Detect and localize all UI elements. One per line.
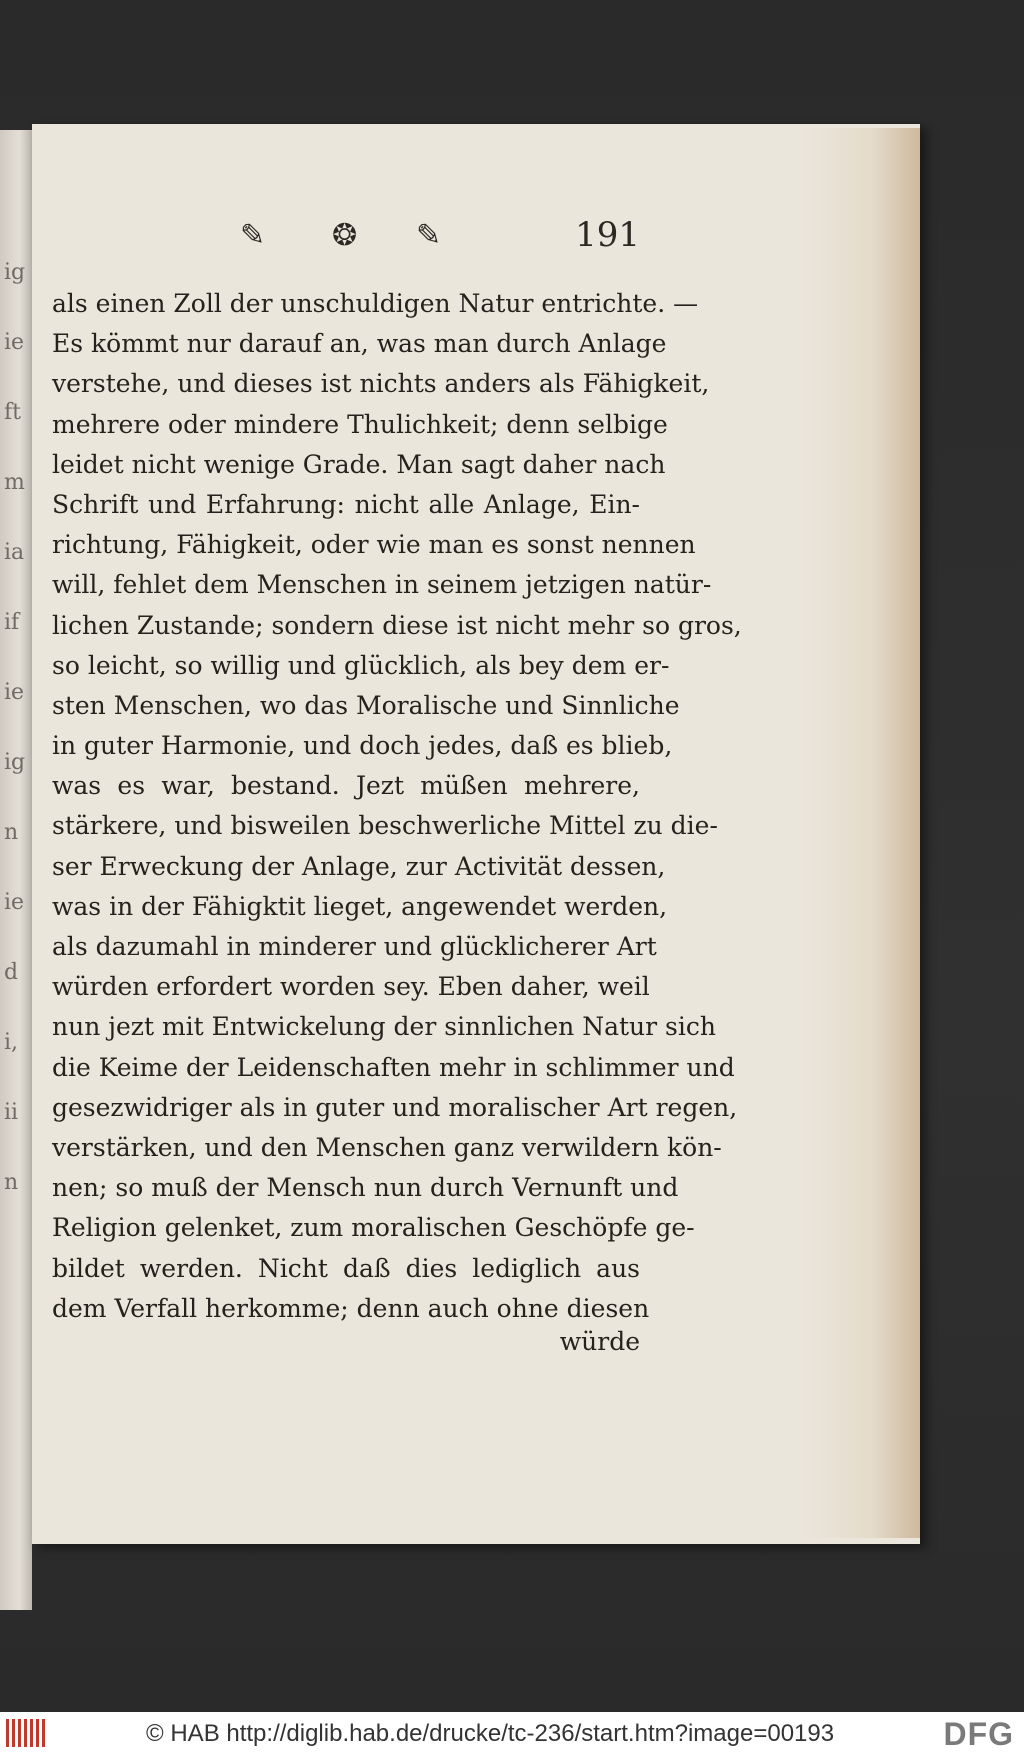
dfg-logo: DFG xyxy=(943,1716,1014,1752)
text-line: was es war, bestand. Jezt müßen mehrere, xyxy=(52,771,640,801)
text-line: die Keime der Leidenschaften mehr in schlimmer und xyxy=(52,1052,735,1082)
page-number: 191 xyxy=(575,215,640,255)
text-line: Es kömmt nur darauf an, was man durch Anlage xyxy=(52,329,667,359)
text-line: ser Erweckung der Anlage, zur Activität dessen, xyxy=(52,851,666,881)
text-line: als dazumahl in minderer und glücklicherer Art xyxy=(52,932,657,961)
page-header xyxy=(220,215,640,265)
text-line: als einen Zoll der unschuldigen Natur entrichte. — xyxy=(52,289,699,318)
text-line: lichen Zustande; sondern diese ist nicht mehr so gros, xyxy=(52,610,742,640)
text-line: will, fehlet dem Menschen in seinem jetzigen natür- xyxy=(52,570,712,600)
text-line: gesezwidriger als in guter und moralischer Art regen, xyxy=(52,1092,738,1122)
text-line: stärkere, und bisweilen beschwerliche Mittel zu die- xyxy=(52,811,718,841)
catchword: würde xyxy=(559,1327,640,1356)
body-text xyxy=(52,284,742,1329)
text-line: verstärken, und den Menschen ganz verwildern kön- xyxy=(52,1132,722,1162)
text-line: so leicht, so willig und glücklich, als bey dem er- xyxy=(52,650,670,680)
footer-credit-link[interactable]: © HAB http://diglib.hab.de/drucke/tc-236/start.htm?image=00193 xyxy=(146,1720,835,1747)
text-line: verstehe, und dieses ist nichts anders als Fähigkeit, xyxy=(52,369,710,399)
text-line: richtung, Fähigkeit, oder wie man es sonst nennen xyxy=(52,530,696,560)
facing-page-edge: ig ie ft m ia if ie ig n ie d i, ii n xyxy=(0,130,32,1610)
footer-bar xyxy=(0,1712,1024,1755)
right-ornament-icon: ✎ xyxy=(416,218,442,253)
text-line: was in der Fähigktit lieget, angewendet werden, xyxy=(52,891,668,921)
text-line: Schrift und Erfahrung: nicht alle Anlage, Ein- xyxy=(52,489,640,519)
text-line: Religion gelenket, zum moralischen Geschöpfe ge- xyxy=(52,1213,695,1243)
text-line: würden erfordert worden sey. Eben daher, weil xyxy=(52,972,650,1002)
left-ornament-icon: ✎ xyxy=(240,218,266,253)
text-line: nun jezt mit Entwickelung der sinnlichen Natur sich xyxy=(52,1012,716,1042)
text-line: leidet nicht wenige Grade. Man sagt daher nach xyxy=(52,449,666,479)
text-line: mehrere oder mindere Thulichkeit; denn selbige xyxy=(52,409,668,439)
text-line: dem Verfall herkomme; denn auch ohne diesen xyxy=(52,1293,650,1323)
text-line: nen; so muß der Mensch nun durch Vernunft und xyxy=(52,1173,679,1203)
text-line: sten Menschen, wo das Moralische und Sinnliche xyxy=(52,690,680,720)
center-ornament-icon: ❂ xyxy=(332,218,358,253)
text-line: bildet werden. Nicht daß dies lediglich aus xyxy=(52,1253,640,1283)
text-line: in guter Harmonie, und doch jedes, daß es blieb, xyxy=(52,731,673,761)
hab-logo-icon xyxy=(6,1719,46,1747)
